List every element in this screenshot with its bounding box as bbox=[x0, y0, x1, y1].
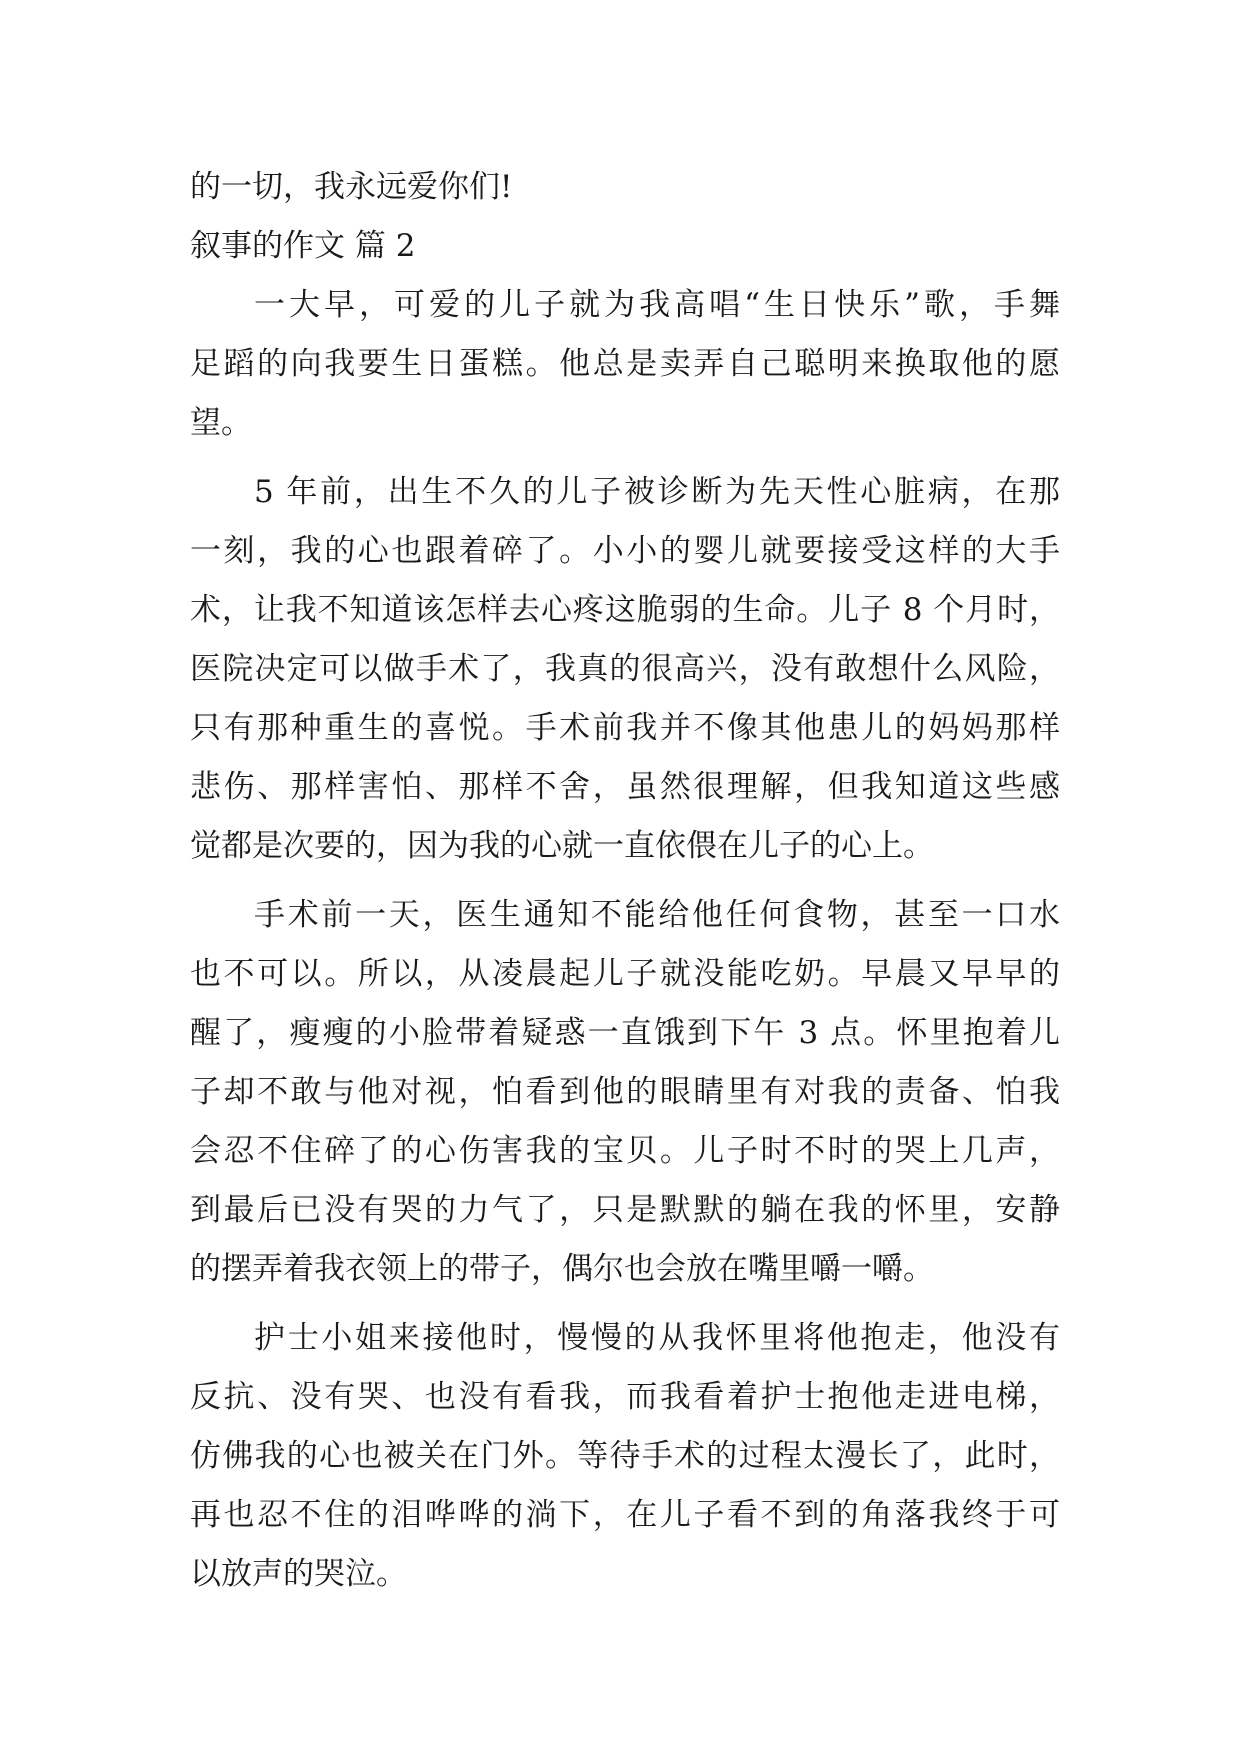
paragraph-line: 足蹈的向我要生日蛋糕。他总是卖弄自己聪明来换取他的愿 bbox=[190, 346, 1060, 382]
paragraph-line: 子却不敢与他对视，怕看到他的眼睛里有对我的责备、怕我 bbox=[190, 1074, 1060, 1110]
paragraph-line: 的摆弄着我衣领上的带子，偶尔也会放在嘴里嚼一嚼。 bbox=[190, 1251, 934, 1287]
paragraph-line: 手术前一天，医生通知不能给他任何食物，甚至一口水 bbox=[254, 897, 1060, 933]
paragraph-line: 反抗、没有哭、也没有看我，而我看着护士抱他走进电梯， bbox=[190, 1379, 1060, 1415]
paragraph-line: 只有那种重生的喜悦。手术前我并不像其他患儿的妈妈那样 bbox=[190, 710, 1060, 746]
paragraph-line: 再也忍不住的泪哗哗的淌下，在儿子看不到的角落我终于可 bbox=[190, 1497, 1060, 1533]
paragraph-line: 醒了，瘦瘦的小脸带着疑惑一直饿到下午 3 点。怀里抱着儿 bbox=[190, 1015, 1060, 1051]
paragraph-line: 仿佛我的心也被关在门外。等待手术的过程太漫长了，此时， bbox=[190, 1438, 1060, 1474]
document-body bbox=[190, 158, 1060, 1604]
paragraph-1 bbox=[190, 276, 1060, 453]
paragraph-line: 5 年前，出生不久的儿子被诊断为先天性心脏病，在那 bbox=[254, 474, 1060, 510]
paragraph-line: 悲伤、那样害怕、那样不舍，虽然很理解，但我知道这些感 bbox=[190, 769, 1060, 805]
paragraph-line: 术，让我不知道该怎样去心疼这脆弱的生命。儿子 8 个月时， bbox=[190, 592, 1060, 628]
paragraph-line: 到最后已没有哭的力气了，只是默默的躺在我的怀里，安静 bbox=[190, 1192, 1060, 1228]
paragraph-line: 一刻，我的心也跟着碎了。小小的婴儿就要接受这样的大手 bbox=[190, 533, 1060, 569]
paragraph-2 bbox=[190, 463, 1060, 876]
section-heading: 叙事的作文 篇 2 bbox=[190, 228, 416, 264]
paragraph-line: 护士小姐来接他时，慢慢的从我怀里将他抱走，他没有 bbox=[254, 1320, 1060, 1356]
paragraph-line: 以放声的哭泣。 bbox=[190, 1556, 407, 1592]
paragraph-line: 会忍不住碎了的心伤害我的宝贝。儿子时不时的哭上几声， bbox=[190, 1133, 1060, 1169]
paragraph-line: 也不可以。所以，从凌晨起儿子就没能吃奶。早晨又早早的 bbox=[190, 956, 1060, 992]
paragraph-line: 一大早，可爱的儿子就为我高唱“生日快乐”歌，手舞 bbox=[254, 287, 1060, 323]
paragraph-4 bbox=[190, 1309, 1060, 1604]
paragraph-line: 觉都是次要的，因为我的心就一直依偎在儿子的心上。 bbox=[190, 828, 934, 864]
opening-line: 的一切，我永远爱你们! bbox=[190, 169, 513, 205]
paragraph-line: 医院决定可以做手术了，我真的很高兴，没有敢想什么风险， bbox=[190, 651, 1060, 687]
paragraph-line: 望。 bbox=[190, 405, 252, 441]
paragraph-3 bbox=[190, 886, 1060, 1299]
